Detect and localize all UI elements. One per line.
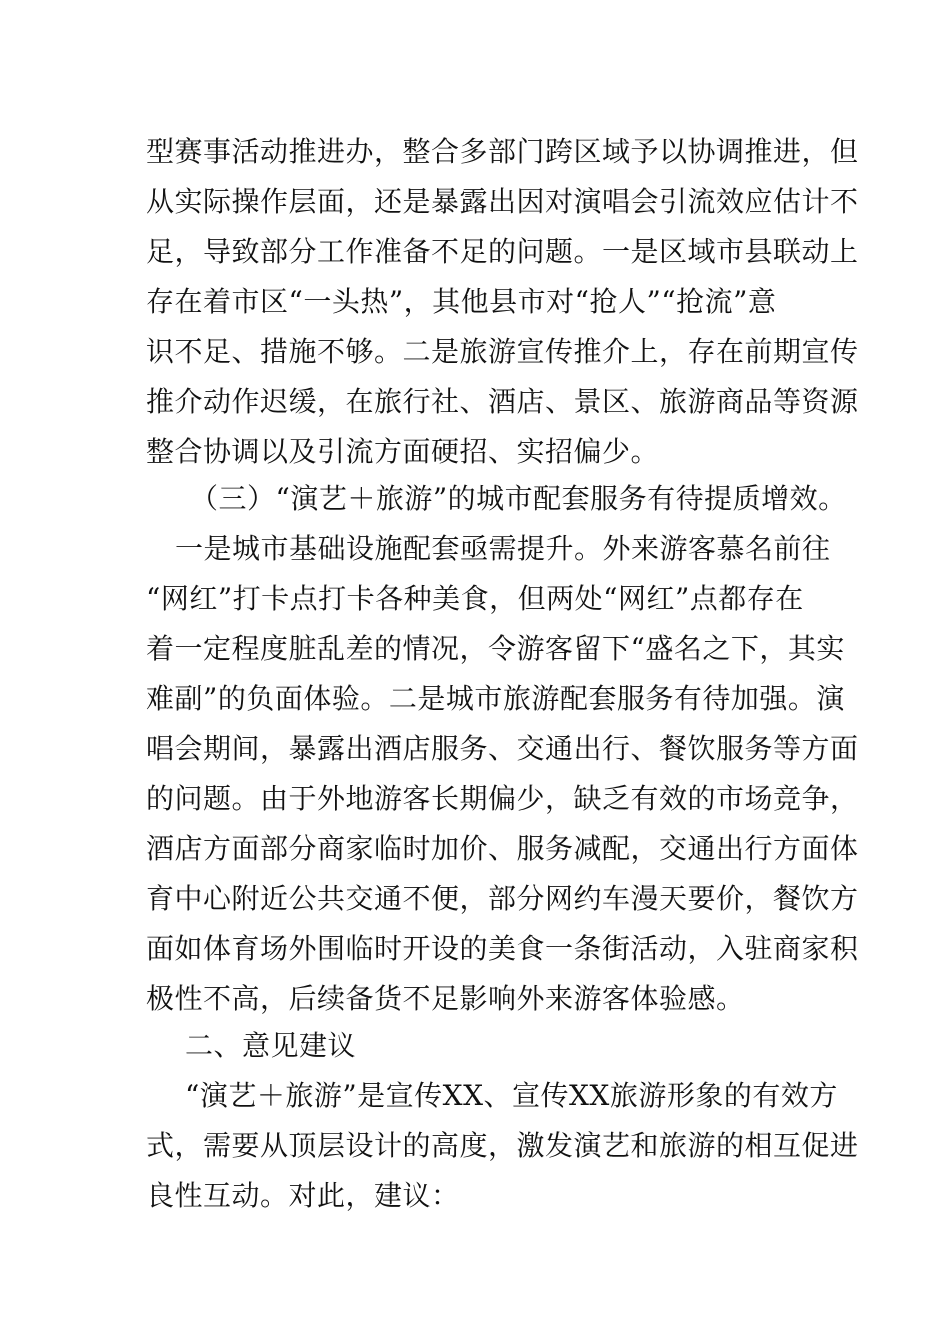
text-line: 极性不高，后续备货不足影响外来游客体验感。	[146, 982, 745, 1015]
text-line: “网红”打卡点打卡各种美食，但两处“网红”点都存在	[146, 582, 804, 615]
text-line: “演艺＋旅游”是宣传XX、宣传XX旅游形象的有效方	[185, 1079, 838, 1112]
text-line: 面如体育场外围临时开设的美食一条街活动，入驻商家积	[146, 932, 859, 965]
text-line: 着一定程度脏乱差的情况，令游客留下“盛名之下，其实	[146, 632, 845, 665]
text-line: 式，需要从顶层设计的高度，激发演艺和旅游的相互促进	[146, 1129, 859, 1162]
text-line: 难副”的负面体验。二是城市旅游配套服务有待加强。演	[146, 682, 845, 715]
section-heading: 二、意见建议	[185, 1029, 357, 1062]
text-line: 的问题。由于外地游客长期偏少，缺乏有效的市场竞争，	[146, 782, 859, 815]
section-heading: （三）“演艺＋旅游”的城市配套服务有待提质增效。	[190, 482, 847, 515]
text-line: 良性互动。对此，建议：	[146, 1179, 460, 1212]
text-line: 酒店方面部分商家临时加价、服务减配，交通出行方面体	[146, 832, 859, 865]
text-line: 足，导致部分工作准备不足的问题。一是区域市县联动上	[146, 235, 859, 268]
text-line: 整合协调以及引流方面硬招、实招偏少。	[146, 435, 660, 468]
text-line: 一是城市基础设施配套亟需提升。外来游客慕名前往	[175, 532, 831, 565]
text-line: 存在着市区“一头热”，其他县市对“抢人”“抢流”意	[146, 285, 777, 318]
text-line: 推介动作迟缓，在旅行社、酒店、景区、旅游商品等资源	[146, 385, 859, 418]
text-line: 识不足、措施不够。二是旅游宣传推介上，存在前期宣传	[146, 335, 859, 368]
text-line: 唱会期间，暴露出酒店服务、交通出行、餐饮服务等方面	[146, 732, 859, 765]
text-line: 型赛事活动推进办，整合多部门跨区域予以协调推进，但	[146, 135, 859, 168]
text-line: 育中心附近公共交通不便，部分网约车漫天要价，餐饮方	[146, 882, 859, 915]
text-line: 从实际操作层面，还是暴露出因对演唱会引流效应估计不	[146, 185, 859, 218]
